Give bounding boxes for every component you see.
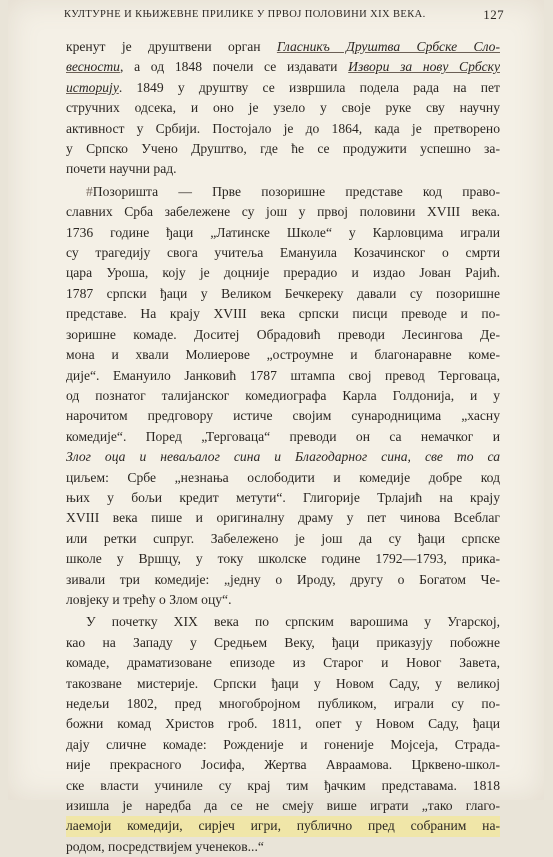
text-line: кренут је друштвени орган Гласникъ Друштва Србске Сло- xyxy=(66,39,500,54)
text-line: почети научни рад. xyxy=(66,161,177,177)
text-line: лаемоји комедији, сирјеч игри, публично пред собраним на- xyxy=(66,816,500,836)
text-line: божни комад Христов гроб. 1811, опет у Новом Саду, ђаци xyxy=(66,716,500,732)
text-line: родом, посредствијем ученеков...“ xyxy=(66,838,264,854)
text-line: XVIII века пише и оригиналну драму у пет чинова Всеблаг xyxy=(66,510,500,526)
text-line: комаде, драматизоване епизоде из Старог и Новог Завета, xyxy=(66,655,500,671)
page-number: 127 xyxy=(483,7,504,22)
text-line: дије“. Емануило Јанковић 1787 штампа свој превод Терговаца, xyxy=(66,367,500,383)
text-line: дају сличне комаде: Рожденије и гоненије Мојсеја, Страда- xyxy=(66,736,500,752)
paragraph-society xyxy=(66,37,500,180)
text-line: #Позоришта — Прве позоришне представе код право- xyxy=(86,183,500,199)
text-line: славних Срба забележене су још у првој половини XVIII века. xyxy=(66,204,500,220)
text-line: комедије“. Поред „Терговаца“ преводи он са немачког и xyxy=(66,428,500,444)
text-line: зивали три комедије: „једну о Ироду, другу о Богатом Че- xyxy=(66,571,500,587)
text-line: од познатог талијанског комедиографа Карла Голдонија, и у xyxy=(66,387,500,403)
text-line: 1787 српски ђаци у Великом Бечкереку давали су позоришне xyxy=(66,285,500,301)
text-line: ловјеку и трећу о Злом оцу“. xyxy=(66,591,232,607)
text-line: ске власти учиниле су крај тим ђачким представама. 1818 xyxy=(66,777,500,793)
text-line: Злог оца и неваљалог сина и Благодарног сина, све то са xyxy=(66,449,500,465)
running-header xyxy=(64,7,504,23)
text-line: мона и хвали Молиерове „остроумне и благонаравне коме- xyxy=(66,347,500,363)
text-line: школе у Вршцу, у току школске године 1792—1793, прика- xyxy=(66,551,500,567)
text-line: њих у бољи кредит метути“. Глигорије Трлајић на крају xyxy=(66,489,500,505)
text-line: представе. На крају XVIII века српски писци преводе и по- xyxy=(66,306,500,322)
body-text xyxy=(66,37,500,857)
text-line: цара Уроша, коју је доцније прерадио и издао Јован Рајић. xyxy=(66,265,500,281)
text-line: су трагедију свога учитеља Емануила Козачинског о смрти xyxy=(66,245,500,261)
text-line: нарочитом предговору истиче својим сународницима „хасну xyxy=(66,408,500,424)
text-line: историју. 1849 у друштву се извршила подела рада на пет xyxy=(66,79,500,95)
text-line: недељи 1802, пред многобројном публиком, играли су по- xyxy=(66,696,500,711)
paragraph-theatres xyxy=(66,182,500,611)
text-line: у Српско Учено Друштво, где ће се продужити успешно за- xyxy=(66,141,500,157)
text-line: такозване мистерије. Српски ђаци у Новом Саду, у великој xyxy=(66,675,500,691)
text-line: изишла је наредба да се не смеју више играти „тако глаго- xyxy=(66,798,500,814)
paragraph-mysteries xyxy=(66,612,500,857)
text-line: 1736 године ђаци „Латинске Школе“ у Карловцима играли xyxy=(66,224,500,240)
book-page xyxy=(8,0,544,854)
margin-mark-icon: # xyxy=(86,183,93,199)
text-line: зоришне комаде. Доситеј Обрадовић преводи Лесингова Де- xyxy=(66,326,500,342)
section-lead: Позоришта xyxy=(92,183,159,199)
text-line: весности, а од 1848 почели се издавати Извори за нову Србску xyxy=(66,59,500,75)
running-title: КУЛТУРНЕ И КЊИЖЕВНЕ ПРИЛИКЕ У ПРВОЈ ПОЛОВИНИ XIX ВЕКА. xyxy=(64,9,426,20)
text-line: није прекрасного Јосифа, Жертва Авраамова. Црквено-школ- xyxy=(66,757,500,773)
text-line: или ретки сuпруг. Забележено је још да су ђаци српске xyxy=(66,530,500,546)
text-line: У почетку XIX века по српским варошима у Угарској, xyxy=(86,614,500,630)
text-line: као на Западу у Средњем Веку, ђаци приказују побожне xyxy=(66,634,500,650)
text-line: активност у Србији. Постојало је до 1864, када је претворено xyxy=(66,120,500,136)
text-line: стручних одсека, и оно је узело у своје руке сву научну xyxy=(66,100,500,116)
text-line: циљем: Србе „незнања ослободити и комедије добре код xyxy=(66,469,500,485)
